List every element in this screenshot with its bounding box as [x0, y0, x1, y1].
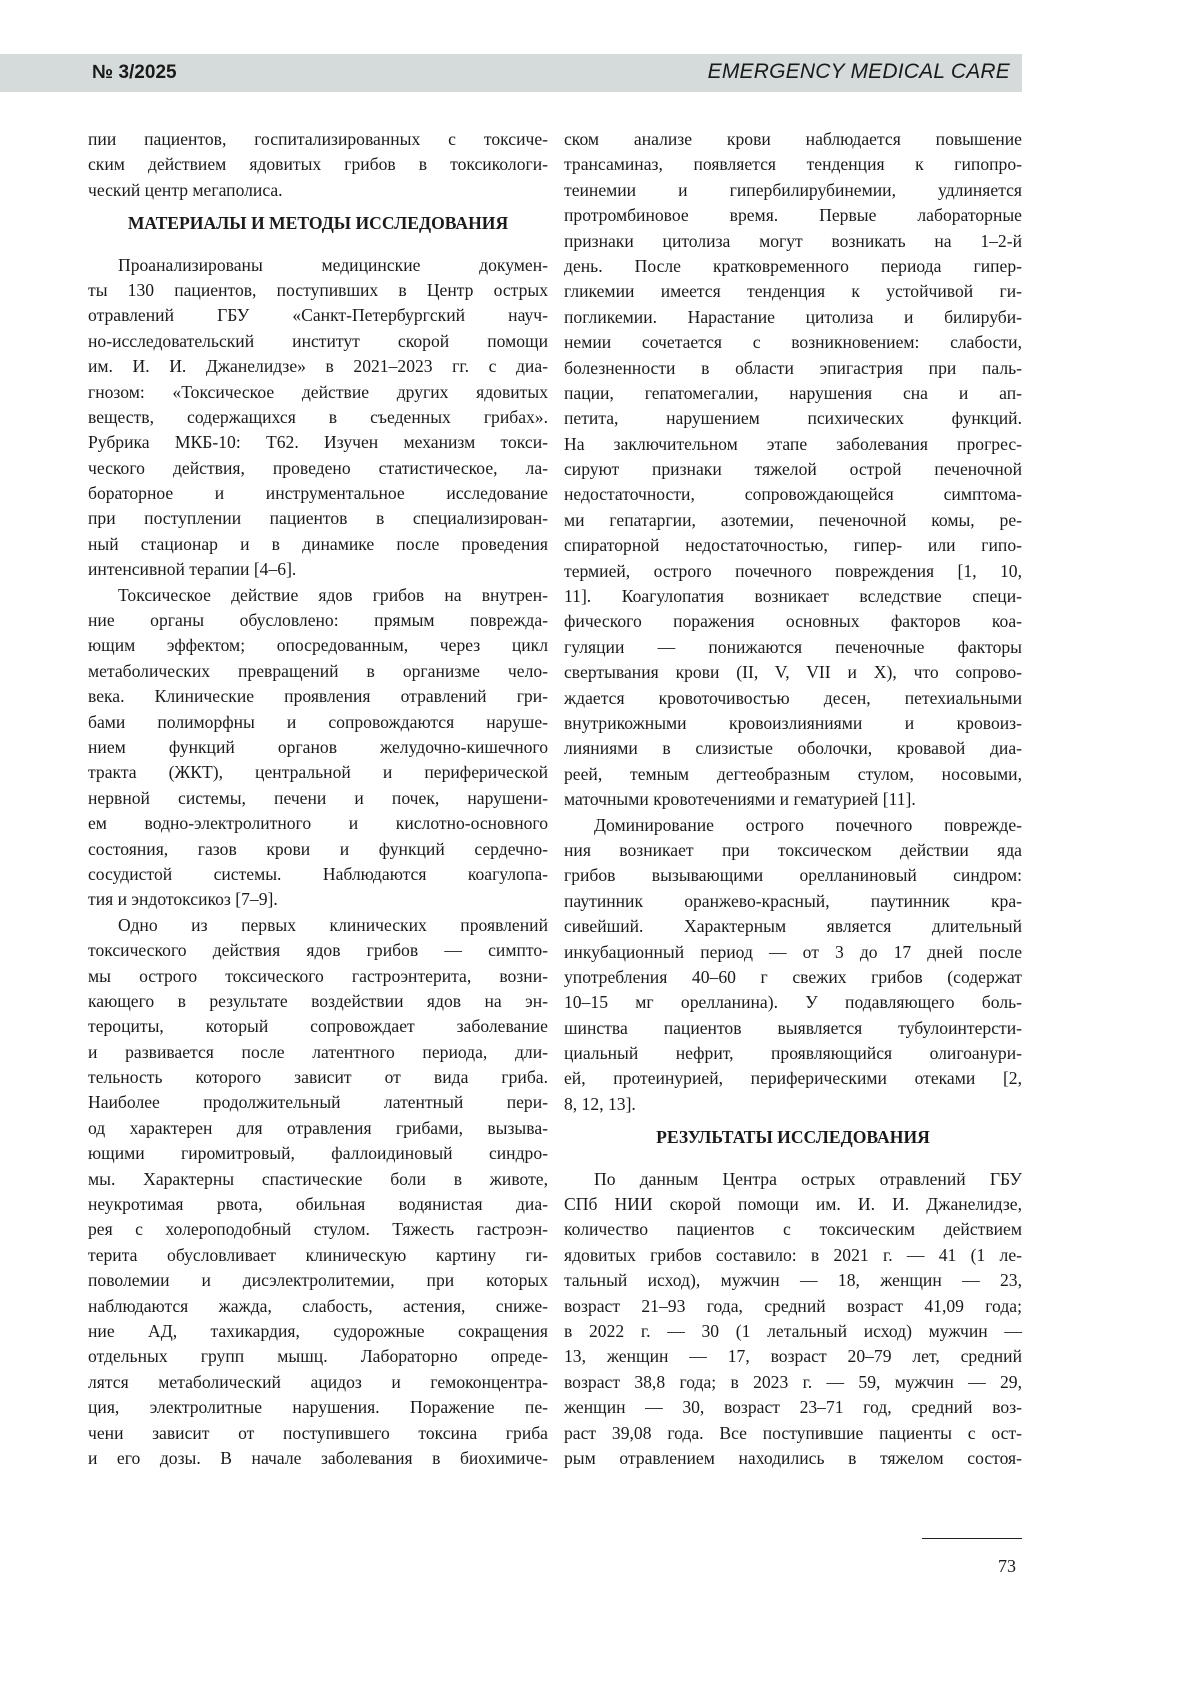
- section-heading: РЕЗУЛЬТАТЫ ИССЛЕДОВАНИЯ: [564, 1125, 1022, 1150]
- paragraph: [564, 813, 1022, 1118]
- text-line: сивейший. Характерным является длительный: [564, 914, 1022, 939]
- text-line: женщин — 30, возраст 23–71 год, средний воз-: [564, 1395, 1022, 1420]
- text-line: лятся метаболический ацидоз и гемоконцентра-: [88, 1370, 548, 1395]
- text-line: отдельных групп мышц. Лабораторно опреде-: [88, 1344, 548, 1369]
- text-line: 8, 12, 13].: [564, 1092, 1022, 1117]
- text-line: спираторной недостаточностью, гипер- или гипо-: [564, 533, 1022, 558]
- text-line: возраст 38,8 года; в 2023 г. — 59, мужчин — 29,: [564, 1370, 1022, 1395]
- text-line: Токсическое действие ядов грибов на внутрен-: [88, 583, 548, 608]
- text-line: день. После кратковременного периода гипер-: [564, 254, 1022, 279]
- text-line: метаболических превращений в организме чело-: [88, 659, 548, 684]
- text-line: тальный исход), мужчин — 18, женщин — 23,: [564, 1268, 1022, 1293]
- text-line: сируют признаки тяжелой острой печеночной: [564, 457, 1022, 482]
- text-line: паутинник оранжево-красный, паутинник кра-: [564, 889, 1022, 914]
- text-line: в 2022 г. — 30 (1 летальный исход) мужчин —: [564, 1319, 1022, 1344]
- text-line: наблюдаются жажда, слабость, астения, сниже-: [88, 1294, 548, 1319]
- text-line: ском анализе крови наблюдается повышение: [564, 127, 1022, 152]
- text-line: термией, острого почечного повреждения [1, 10,: [564, 559, 1022, 584]
- text-line: рым отравлением находились в тяжелом состоя-: [564, 1446, 1022, 1471]
- text-line: тельность которого зависит от вида гриба.: [88, 1065, 548, 1090]
- text-line: ми гепатаргии, азотемии, печеночной комы, ре-: [564, 508, 1022, 533]
- text-line: По данным Центра острых отравлений ГБУ: [564, 1167, 1022, 1192]
- text-line: ния возникает при токсическом действии яда: [564, 838, 1022, 863]
- text-line: тракта (ЖКТ), центральной и периферической: [88, 760, 548, 785]
- text-line: кающего в результате воздействии ядов на эн-: [88, 989, 548, 1014]
- page-number: 73: [998, 1556, 1016, 1577]
- text-line: мы острого токсического гастроэнтерита, возни-: [88, 964, 548, 989]
- text-line: века. Клинические проявления отравлений гри-: [88, 684, 548, 709]
- text-line: раст 39,08 года. Все поступившие пациенты с ост-: [564, 1421, 1022, 1446]
- text-line: возраст 21–93 года, средний возраст 41,09 года;: [564, 1294, 1022, 1319]
- text-line: токсического действия ядов грибов — симпто-: [88, 938, 548, 963]
- text-line: СПб НИИ скорой помощи им. И. И. Джанелидзе,: [564, 1192, 1022, 1217]
- text-line: Одно из первых клинических проявлений: [88, 913, 548, 938]
- text-line: болезненности в области эпигастрия при паль-: [564, 356, 1022, 381]
- text-line: гнозом: «Токсическое действие других ядовитых: [88, 380, 548, 405]
- footer-rule: [922, 1538, 1022, 1539]
- text-line: од характерен для отравления грибами, вызыва-: [88, 1116, 548, 1141]
- text-line: пии пациентов, госпитализированных с токсиче-: [88, 127, 548, 152]
- text-line: нервной системы, печени и почек, нарушени-: [88, 786, 548, 811]
- text-line: сосудистой системы. Наблюдаются коагулопа-: [88, 862, 548, 887]
- text-line: ядовитых грибов составило: в 2021 г. — 41 (1 ле-: [564, 1243, 1022, 1268]
- text-line: немии сочетается с возникновением: слабости,: [564, 330, 1022, 355]
- text-line: ющим эффектом; опосредованным, через цикл: [88, 633, 548, 658]
- text-line: употребления 40–60 г свежих грибов (содержат: [564, 965, 1022, 990]
- text-line: рея с холероподобный стулом. Тяжесть гастроэн-: [88, 1217, 548, 1242]
- text-line: гликемии имеется тенденция к устойчивой ги-: [564, 279, 1022, 304]
- text-line: ем водно-электролитного и кислотно-основного: [88, 811, 548, 836]
- text-line: и его дозы. В начале заболевания в биохимиче-: [88, 1446, 548, 1471]
- text-line: 11]. Коагулопатия возникает вследствие специ-: [564, 584, 1022, 609]
- section-heading: МАТЕРИАЛЫ И МЕТОДЫ ИССЛЕДОВАНИЯ: [88, 211, 548, 236]
- paragraph: [88, 913, 548, 1472]
- text-line: пации, гепатомегалии, нарушения сна и ап-: [564, 381, 1022, 406]
- text-line: ждается кровоточивостью десен, петехиальными: [564, 686, 1022, 711]
- text-line: фического поражения основных факторов коа-: [564, 609, 1022, 634]
- text-line: тероциты, который сопровождает заболевание: [88, 1014, 548, 1039]
- paragraph: [88, 583, 548, 913]
- text-line: Рубрика МКБ-10: Т62. Изучен механизм токси-: [88, 430, 548, 455]
- text-line: ный стационар и в динамике после проведения: [88, 532, 548, 557]
- text-line: бораторное и инструментальное исследование: [88, 481, 548, 506]
- text-line: мы. Характерны спастические боли в животе,: [88, 1167, 548, 1192]
- text-line: состояния, газов крови и функций сердечно-: [88, 837, 548, 862]
- text-line: им. И. И. Джанелидзе» в 2021–2023 гг. с диа-: [88, 354, 548, 379]
- text-line: гуляции — понижаются печеночные факторы: [564, 635, 1022, 660]
- text-line: поволемии и дисэлектролитемии, при которых: [88, 1268, 548, 1293]
- text-line: количество пациентов с токсическим действием: [564, 1217, 1022, 1242]
- text-line: ция, электролитные нарушения. Поражение пе-: [88, 1395, 548, 1420]
- text-line: ческий центр мегаполиса.: [88, 178, 548, 203]
- text-line: маточными кровотечениями и гематурией [11].: [564, 787, 1022, 812]
- paragraph: [564, 1167, 1022, 1472]
- text-line: ским действием ядовитых грибов в токсикологи-: [88, 152, 548, 177]
- text-line: при поступлении пациентов в специализирован-: [88, 506, 548, 531]
- text-line: протромбиновое время. Первые лабораторные: [564, 203, 1022, 228]
- text-line: реей, темным дегтеобразным стулом, носовыми,: [564, 762, 1022, 787]
- text-line: погликемии. Нарастание цитолиза и билируби-: [564, 305, 1022, 330]
- text-line: трансаминаз, появляется тенденция к гипопро-: [564, 152, 1022, 177]
- text-line: интенсивной терапии [4–6].: [88, 557, 548, 582]
- text-line: ты 130 пациентов, поступивших в Центр острых: [88, 278, 548, 303]
- text-line: внутрикожными кровоизлияниями и кровоиз-: [564, 711, 1022, 736]
- text-line: терита обусловливает клиническую картину ги-: [88, 1243, 548, 1268]
- text-line: ние АД, тахикардия, судорожные сокращения: [88, 1319, 548, 1344]
- text-line: недостаточности, сопровождающейся симптома-: [564, 482, 1022, 507]
- text-line: инкубационный период — от 3 до 17 дней после: [564, 940, 1022, 965]
- text-line: тия и эндотоксикоз [7–9].: [88, 887, 548, 912]
- text-line: грибов вызывающими орелланиновый синдром:: [564, 863, 1022, 888]
- text-line: и развивается после латентного периода, дли-: [88, 1040, 548, 1065]
- journal-title: EMERGENCY MEDICAL CARE: [708, 60, 1010, 84]
- text-line: чени зависит от поступившего токсина гриба: [88, 1421, 548, 1446]
- paragraph: [88, 127, 548, 203]
- text-line: теинемии и гипербилирубинемии, удлиняется: [564, 178, 1022, 203]
- issue-number: № 3/2025: [92, 62, 177, 84]
- text-line: 13, женщин — 17, возраст 20–79 лет, средний: [564, 1344, 1022, 1369]
- text-line: признаки цитолиза могут возникать на 1–2-й: [564, 229, 1022, 254]
- text-line: отравлений ГБУ «Санкт-Петербургский науч-: [88, 303, 548, 328]
- text-line: ние органы обусловлено: прямым поврежда-: [88, 608, 548, 633]
- paragraph: [564, 127, 1022, 813]
- left-column: [88, 127, 548, 1471]
- paragraph: [88, 253, 548, 583]
- text-line: петита, нарушением психических функций.: [564, 406, 1022, 431]
- text-line: 10–15 мг орелланина). У подавляющего боль-: [564, 990, 1022, 1015]
- text-line: Проанализированы медицинские докумен-: [88, 253, 548, 278]
- text-line: неукротимая рвота, обильная водянистая диа-: [88, 1192, 548, 1217]
- text-line: свертывания крови (II, V, VII и X), что сопрово-: [564, 660, 1022, 685]
- text-line: но-исследовательский институт скорой помощи: [88, 329, 548, 354]
- text-line: циальный нефрит, проявляющийся олигоанури-: [564, 1041, 1022, 1066]
- text-line: шинства пациентов выявляется тубулоинтерсти-: [564, 1016, 1022, 1041]
- text-line: Доминирование острого почечного поврежде-: [564, 813, 1022, 838]
- right-column: [564, 127, 1022, 1471]
- text-line: нием функций органов желудочно-кишечного: [88, 735, 548, 760]
- text-line: лияниями в слизистые оболочки, кровавой диа-: [564, 736, 1022, 761]
- text-line: веществ, содержащихся в съеденных грибах».: [88, 405, 548, 430]
- text-line: На заключительном этапе заболевания прогрес-: [564, 432, 1022, 457]
- text-line: ей, протеинурией, периферическими отеками [2,: [564, 1066, 1022, 1091]
- text-line: бами полиморфны и сопровождаются наруше-: [88, 710, 548, 735]
- text-line: ческого действия, проведено статистическое, ла-: [88, 456, 548, 481]
- text-line: ющими гиромитровый, фаллоидиновый синдро-: [88, 1141, 548, 1166]
- text-line: Наиболее продолжительный латентный пери-: [88, 1090, 548, 1115]
